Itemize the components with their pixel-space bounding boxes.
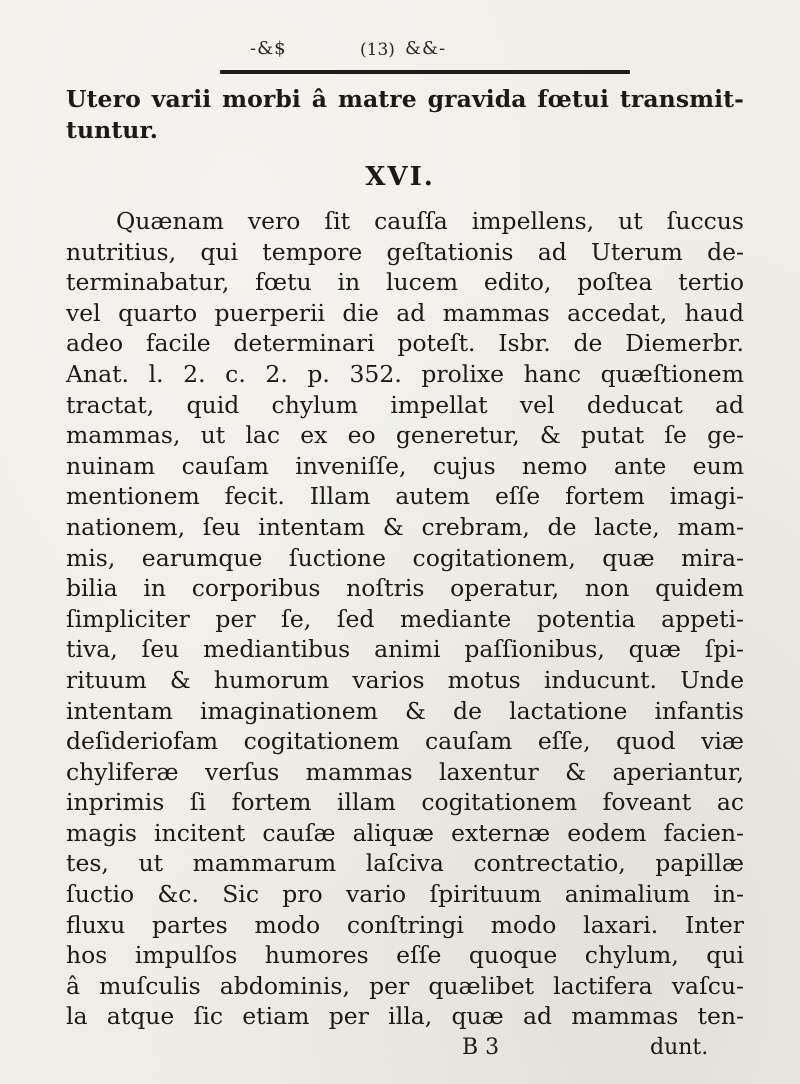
header-rule <box>220 70 630 74</box>
text-line: Utero varii morbi â matre gravida fœtui transmit- <box>66 85 744 113</box>
intro-paragraph <box>66 84 744 145</box>
text-line: nutritius, qui tempore geſtationis ad Uterum de- <box>66 237 744 266</box>
text-line: inprimis ſi fortem illam cogitationem foveant ac <box>66 788 744 817</box>
text-line: deſideriofam cogitationem cauſam eſſe, quod viæ <box>66 727 744 756</box>
text-line: nationem, ſeu intentam & crebram, de lacte, mam- <box>66 512 744 541</box>
catchword: dunt. <box>650 1035 709 1060</box>
text-line: chyliferæ verſus mammas laxentur & aperiantur, <box>66 757 744 786</box>
text-line: Anat. l. 2. c. 2. p. 352. prolixe hanc quæſtionem <box>66 359 744 388</box>
text-line: nuinam cauſam inveniſſe, cujus nemo ante eum <box>66 451 744 480</box>
text-line: intentam imaginationem & de lactatione infantis <box>66 696 744 725</box>
text-line: hos impulſos humores eſſe quoque chylum, qui <box>66 941 744 970</box>
text-line: mammas, ut lac ex eo generetur, & putat ſe ge- <box>66 421 744 450</box>
text-line: la atque ſic etiam per illa, quæ ad mammas ten- <box>66 1002 744 1031</box>
text-line: â muſculis abdominis, per quælibet lactifera vaſcu- <box>66 971 744 1000</box>
text-line: magis incitent cauſæ aliquæ externæ eodem facien- <box>66 818 744 847</box>
text-line: vel quarto puerperii die ad mammas accedat, haud <box>66 298 744 327</box>
text-line: tuntur. <box>66 115 159 144</box>
text-line: tes, ut mammarum laſciva contrectatio, papillæ <box>66 849 744 878</box>
page-header <box>220 34 630 78</box>
text-line: mentionem fecit. Illam autem eſſe fortem imagi- <box>66 482 744 511</box>
text-line: terminabatur, fœtu in lucem edito, poſtea tertio <box>66 268 744 297</box>
text-line: Quænam vero ſit cauſſa impellens, ut ſuccus <box>116 207 744 235</box>
text-line: ſuctio &c. Sic pro vario ſpirituum animalium in- <box>66 880 744 909</box>
text-line: ſimpliciter per ſe, ſed mediante potentia appeti- <box>66 604 744 633</box>
section-paragraph <box>66 206 744 1032</box>
page-number: (13) <box>360 40 395 60</box>
text-line: tractat, quid chylum impellat vel deducat ad <box>66 390 744 419</box>
text-line: bilia in corporibus noſtris operatur, non quidem <box>66 574 744 603</box>
header-ornament-left: -&$ <box>250 38 287 59</box>
header-ornament-right: &&- <box>405 38 447 59</box>
section-heading: XVI. <box>365 162 435 192</box>
signature-mark: B 3 <box>462 1035 500 1060</box>
text-line: rituum & humorum varios motus inducunt. Unde <box>66 665 744 694</box>
text-line: tiva, ſeu mediantibus animi paſſionibus, quæ ſpi- <box>66 635 744 664</box>
text-line: adeo facile determinari poteſt. Isbr. de Diemerbr. <box>66 329 744 358</box>
text-line: fluxu partes modo conſtringi modo laxari. Inter <box>66 910 744 939</box>
text-line: mis, earumque ſuctione cogitationem, quæ mira- <box>66 543 744 572</box>
